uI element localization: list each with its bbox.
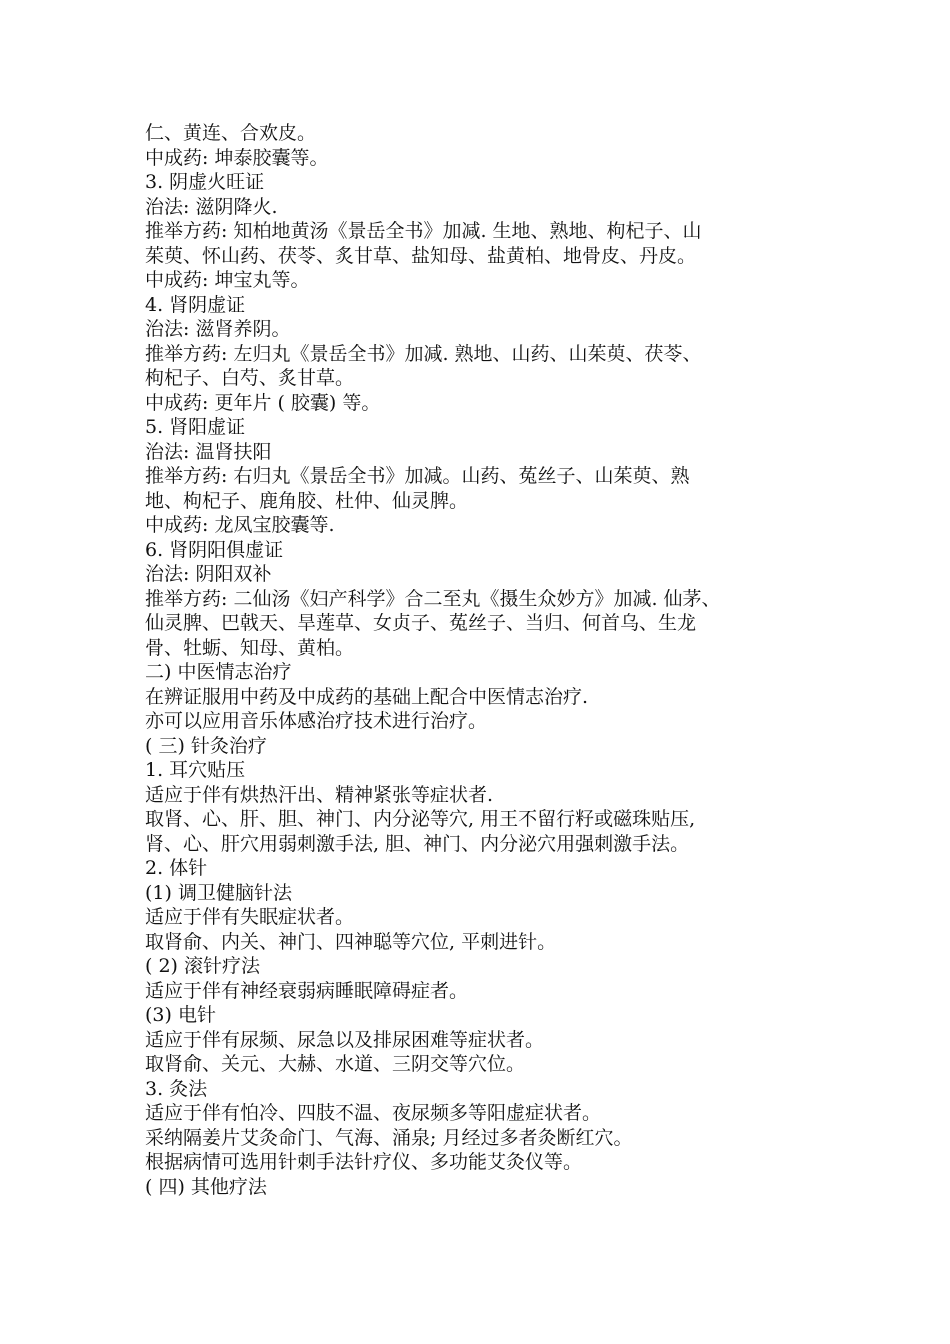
section-heading: 3. 阴虚火旺证 — [145, 171, 265, 193]
text-line: 推举方药: 左归丸《景岳全书》加减. 熟地、山药、山茱萸、茯苓、 — [145, 342, 702, 365]
text-line: 茱萸、怀山药、茯苓、炙甘草、盐知母、盐黄柏、地骨皮、丹皮。 — [145, 244, 697, 267]
subsection-heading: (3) 电针 — [145, 1004, 216, 1026]
text-line: 推举方药: 二仙汤《妇产科学》合二至丸《摄生众妙方》加减. 仙茅、 — [145, 587, 721, 610]
text-line: 取肾、心、肝、胆、神门、内分泌等穴, 用王不留行籽或磁珠贴压, — [145, 808, 696, 830]
text-line: 推举方药: 右归丸《景岳全书》加减。山药、菟丝子、山茱萸、熟 — [145, 465, 690, 487]
text-line: 亦可以应用音乐体感治疗技术进行治疗。 — [145, 710, 488, 732]
subsection-heading: 1. 耳穴贴压 — [145, 759, 246, 781]
section-heading: 二) 中医情志治疗 — [145, 661, 292, 683]
document-body — [145, 121, 835, 1199]
text-line: 仁、黄连、合欢皮。 — [145, 122, 317, 144]
section-heading: 4. 肾阴虚证 — [145, 293, 246, 316]
text-line: 适应于伴有尿频、尿急以及排尿困难等症状者。 — [145, 1028, 545, 1051]
text-line: 取肾俞、内关、神门、四神聪等穴位, 平刺进针。 — [145, 930, 557, 953]
text-line: 中成药: 龙凤宝胶囊等. — [145, 514, 335, 536]
subsection-heading: (1) 调卫健脑针法 — [145, 881, 292, 904]
text-line: 枸杞子、白芍、炙甘草。 — [145, 367, 355, 389]
text-line: 推举方药: 知柏地黄汤《景岳全书》加减. 生地、熟地、枸杞子、山 — [145, 220, 702, 242]
text-line: 治法: 滋阴降火. — [145, 195, 278, 218]
text-line: 根据病情可选用针刺手法针疗仪、多功能艾灸仪等。 — [145, 1151, 583, 1173]
text-line: 治法: 滋肾养阴。 — [145, 318, 291, 340]
text-line: 肾、心、肝穴用弱刺激手法, 胆、神门、内分泌穴用强刺激手法。 — [145, 832, 690, 855]
section-heading: 5. 肾阳虚证 — [145, 416, 246, 438]
text-line: 适应于伴有烘热汗出、精神紧张等症状者. — [145, 783, 494, 806]
text-line: 治法: 阴阳双补 — [145, 563, 272, 585]
text-line: 中成药: 坤宝丸等。 — [145, 269, 310, 291]
text-line: 地、枸杞子、鹿角胶、杜仲、仙灵脾。 — [145, 489, 469, 512]
text-line: 仙灵脾、巴戟天、旱莲草、女贞子、菟丝子、当归、何首乌、生龙 — [145, 612, 697, 634]
text-line: 中成药: 坤泰胶囊等。 — [145, 146, 329, 169]
text-line: 采纳隔姜片艾灸命门、气海、涌泉; 月经过多者灸断红穴。 — [145, 1126, 633, 1149]
section-heading: ( 三) 针灸治疗 — [145, 734, 267, 757]
text-line: 取肾俞、关元、大赫、水道、三阴交等穴位。 — [145, 1053, 526, 1075]
text-line: 适应于伴有怕冷、四肢不温、夜尿频多等阳虚症状者。 — [145, 1102, 602, 1124]
text-line: 治法: 温肾扶阳 — [145, 440, 272, 463]
text-line: 在辨证服用中药及中成药的基础上配合中医情志治疗. — [145, 685, 589, 708]
subsection-heading: 3. 灸法 — [145, 1077, 208, 1100]
section-heading: ( 四) 其他疗法 — [145, 1175, 267, 1198]
subsection-heading: 2. 体针 — [145, 857, 208, 879]
section-heading: 6. 肾阴阳俱虚证 — [145, 538, 284, 561]
subsection-heading: ( 2) 滚针疗法 — [145, 955, 260, 977]
text-line: 骨、牡蛎、知母、黄柏。 — [145, 636, 355, 659]
text-line: 中成药: 更年片 ( 胶囊) 等。 — [145, 391, 381, 414]
text-line: 适应于伴有神经衰弱病睡眠障碍症者。 — [145, 979, 469, 1002]
text-line: 适应于伴有失眠症状者。 — [145, 906, 355, 928]
